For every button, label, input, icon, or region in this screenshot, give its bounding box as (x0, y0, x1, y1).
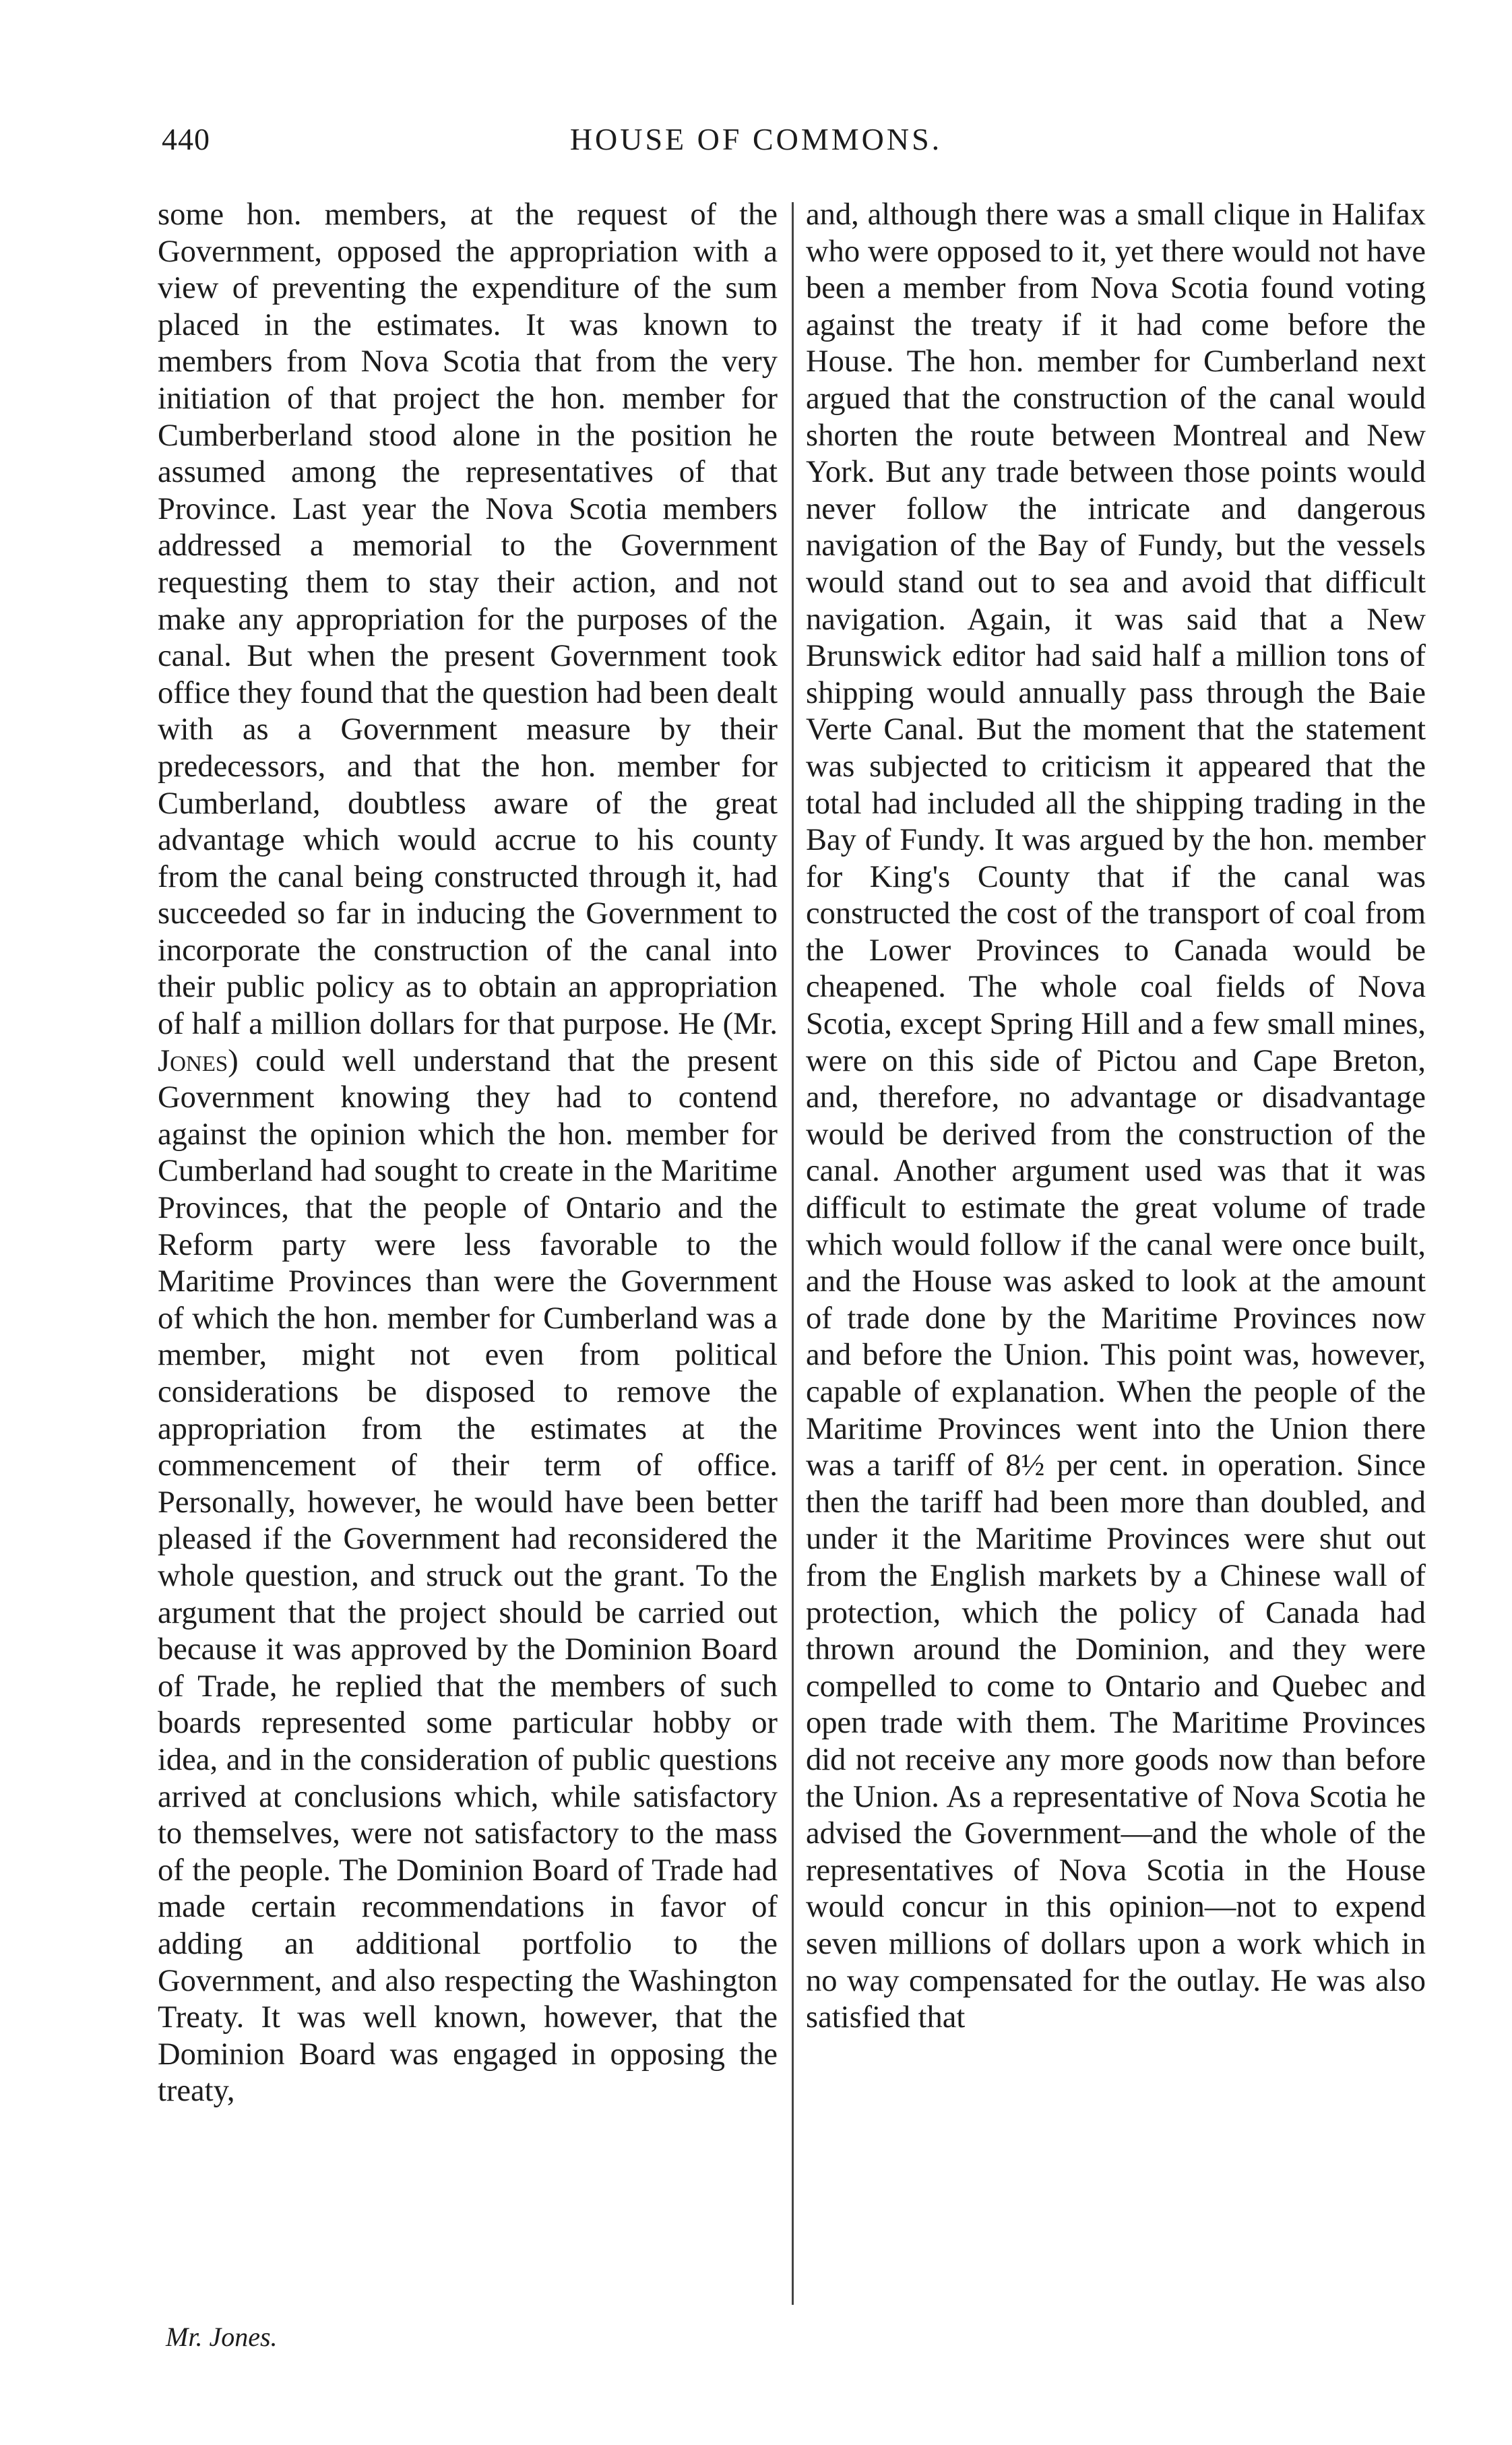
page-number: 440 (162, 122, 210, 156)
left-column-text-b: ) could well understand that the present Government knowing they had to contend against the opinion which the hon. member for Cumberland had sought to create in the Maritime Provinces, that the people of Ontario and the Reform party were less favorable to the Maritime Provinces than were the Government of which the hon. member for Cumberland was a member, might not even from political considerations be disposed to remove the appropriation from the estimates at the commencement of their term of office. Personally, however, he would have been better pleased if the Government had reconsidered the whole question, and struck out the grant. To the argument that the project should be carried out because it was approved by the Dominion Board of Trade, he replied that the members of such boards represented some particular hobby or idea, and in the consideration of public questions arrived at conclusions which, while satisfactory to themselves, were not satisfactory to the mass of the people. The Dominion Board of Trade had made certain recommendations in favor of adding an additional portfolio to the Government, and also respecting the Washington Treaty. It was well known, however, that the Dominion Board was engaged in opposing the treaty, (158, 1043, 778, 2109)
right-column-paragraph: and, although there was a small clique in Halifax who were opposed to it, yet there would not have been a member from Nova Scotia found voting against the treaty if it had come before the House. The hon. member for Cumberland next argued that the construction of the canal would shorten the route between Montreal and New York. But any trade between those points would never follow the intricate and dangerous navigation of the Bay of Fundy, but the vessels would stand out to sea and avoid that difficult navigation. Again, it was said that a New Brunswick editor had said half a million tons of shipping would annually pass through the Baie Verte Canal. But the moment that the statement was subjected to criticism it appeared that the total had included all the shipping trading in the Bay of Fundy. It was argued by the hon. member for King's County that if the canal was constructed the cost of the transport of coal from the Lower Provinces to Canada would be cheapened. The whole coal fields of Nova Scotia, except Spring Hill and a few small mines, were on this side of Pictou and Cape Breton, and, therefore, no advantage or disadvantage would be derived from the construction of the canal. Another argument used was that it was difficult to estimate the great volume of trade which would follow if the canal were once built, and the House was asked to look at the amount of trade done by the Maritime Provinces now and before the Union. This point was, however, capable of explanation. When the people of the Maritime Provinces went into the Union there was a tariff of 8½ per cent. in operation. Since then the tariff had been more than doubled, and under it the Maritime Provinces were shut out from the English markets by a Chinese wall of protection, which the policy of Canada had thrown around the Dominion, and they were compelled to come to Ontario and Quebec and open trade with them. The Maritime Provinces did not receive any more goods now than before the Union. As a representative of Nova Scotia he advised the Government—and the whole of the representatives of Nova Scotia in the House would concur in this opinion—not to expend seven millions of dollars upon a work which in no way compensated for the outlay. He was also satisfied that (806, 197, 1426, 2035)
left-column-paragraph (158, 197, 778, 2110)
speaker-signature: Mr. Jones. (166, 2322, 278, 2352)
speaker-name: Jones (158, 1043, 228, 1078)
left-column-text-a: some hon. members, at the request of the Government, opposed the appropriation with a view of preventing the expenditure of the sum placed in the estimates. It was known to members from Nova Scotia that from the very initiation of that project the hon. member for Cumberberland stood alone in the position he assumed among the representatives of that Province. Last year the Nova Scotia members addressed a memorial to the Government requesting them to stay their action, and not make any appropriation for the purposes of the canal. But when the present Government took office they found that the question had been dealt with as a Government measure by their predecessors, and that the hon. member for Cumberland, doubtless aware of the great advantage which would accrue to his county from the canal being constructed through it, had succeeded so far in inducing the Government to incorporate the construction of the canal into their public policy as to obtain an appropriation of half a million dollars for that purpose. He (Mr. (158, 197, 778, 1042)
right-column (806, 197, 1426, 2299)
left-column (158, 197, 778, 2299)
running-title: HOUSE OF COMMONS. (569, 122, 943, 156)
column-divider (792, 202, 794, 2305)
